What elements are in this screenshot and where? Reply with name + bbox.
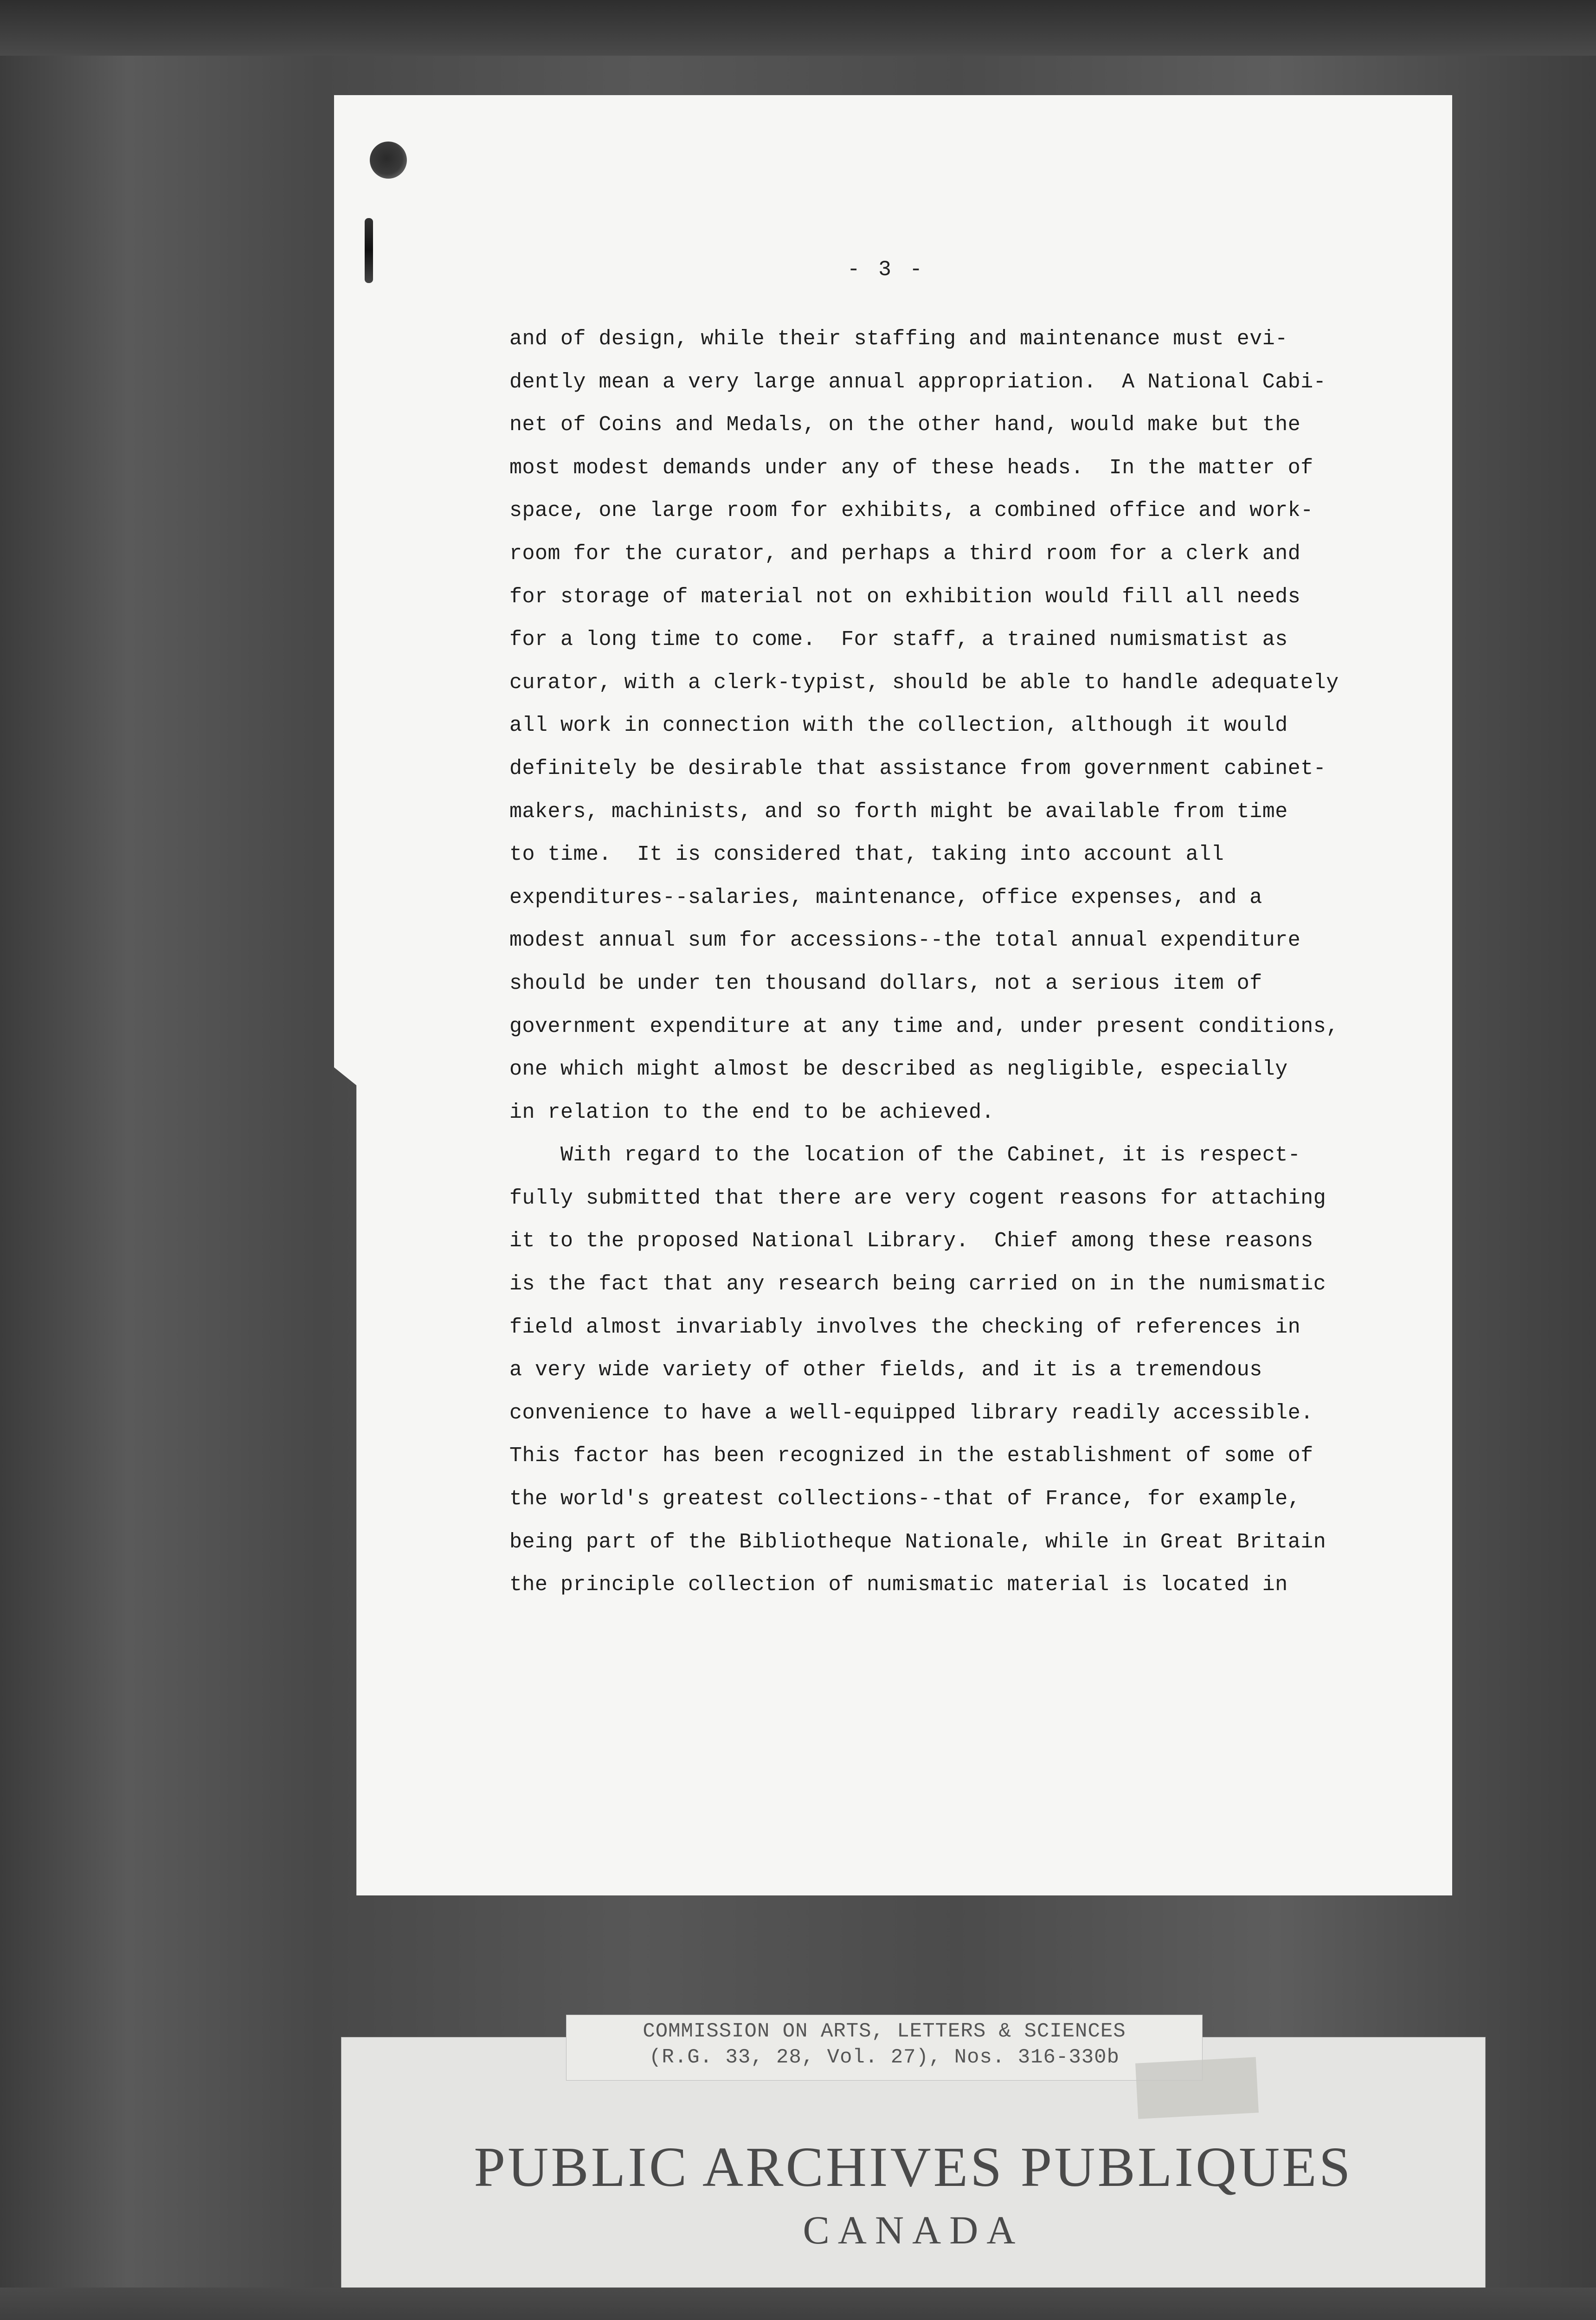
collection-label-line-2: (R.G. 33, 28, Vol. 27), Nos. 316-330b <box>649 2046 1120 2069</box>
tape-piece <box>1135 2057 1259 2119</box>
collection-label <box>566 2015 1203 2081</box>
text-line: should be under ten thousand dollars, not a serious item of <box>509 971 1262 995</box>
text-line: the world's greatest collections--that of France, for example, <box>509 1487 1301 1511</box>
text-line: most modest demands under any of these heads. In the matter of <box>509 456 1313 480</box>
text-line: expenditures--salaries, maintenance, office expenses, and a <box>509 885 1262 909</box>
text-line: field almost invariably involves the checking of references in <box>509 1315 1301 1339</box>
tear-mark <box>365 218 373 283</box>
text-line: one which might almost be described as negligible, especially <box>509 1057 1288 1082</box>
text-line: dently mean a very large annual appropriation. A National Cabi- <box>509 370 1326 394</box>
text-line: is the fact that any research being carried on in the numismatic <box>509 1272 1326 1296</box>
page-number: - 3 - <box>847 258 926 282</box>
text-line: in relation to the end to be achieved. <box>509 1100 995 1124</box>
text-line: makers, machinists, and so forth might be available from time <box>509 799 1288 824</box>
body-text <box>509 318 1391 1607</box>
text-line: for storage of material not on exhibition would fill all needs <box>509 585 1301 609</box>
text-line: modest annual sum for accessions--the total annual expenditure <box>509 928 1301 953</box>
text-line: convenience to have a well-equipped library readily accessible. <box>509 1401 1313 1425</box>
text-line: net of Coins and Medals, on the other hand, would make but the <box>509 413 1301 437</box>
text-line: being part of the Bibliotheque Nationale, while in Great Britain <box>509 1530 1326 1554</box>
text-line: fully submitted that there are very cogent reasons for attaching <box>509 1186 1326 1210</box>
film-border-top <box>0 0 1596 56</box>
text-line: curator, with a clerk-typist, should be able to handle adequately <box>509 670 1339 695</box>
film-border-bottom <box>0 2288 1596 2320</box>
text-line: a very wide variety of other fields, and it is a tremendous <box>509 1358 1262 1382</box>
text-line: the principle collection of numismatic material is located in <box>509 1573 1288 1597</box>
text-line: to time. It is considered that, taking into account all <box>509 843 1224 867</box>
punch-hole-mark <box>370 142 407 179</box>
text-line: it to the proposed National Library. Chief among these reasons <box>509 1229 1313 1253</box>
archives-title: PUBLIC ARCHIVES PUBLIQUES <box>474 2136 1353 2198</box>
text-line: for a long time to come. For staff, a trained numismatist as <box>509 628 1288 652</box>
text-line: definitely be desirable that assistance from government cabinet- <box>509 756 1326 780</box>
text-line: and of design, while their staffing and maintenance must evi- <box>509 327 1288 351</box>
text-line: all work in connection with the collection, although it would <box>509 714 1288 738</box>
text-line: space, one large room for exhibits, a combined office and work- <box>509 499 1313 523</box>
collection-label-line-1: COMMISSION ON ARTS, LETTERS & SCIENCES <box>643 2020 1126 2043</box>
archives-subtitle: CANADA <box>803 2208 1024 2252</box>
text-line: This factor has been recognized in the establishment of some of <box>509 1444 1313 1468</box>
text-line: With regard to the location of the Cabinet, it is respect- <box>560 1143 1301 1167</box>
text-line: room for the curator, and perhaps a third room for a clerk and <box>509 541 1301 566</box>
text-line: government expenditure at any time and, under present conditions, <box>509 1014 1339 1038</box>
